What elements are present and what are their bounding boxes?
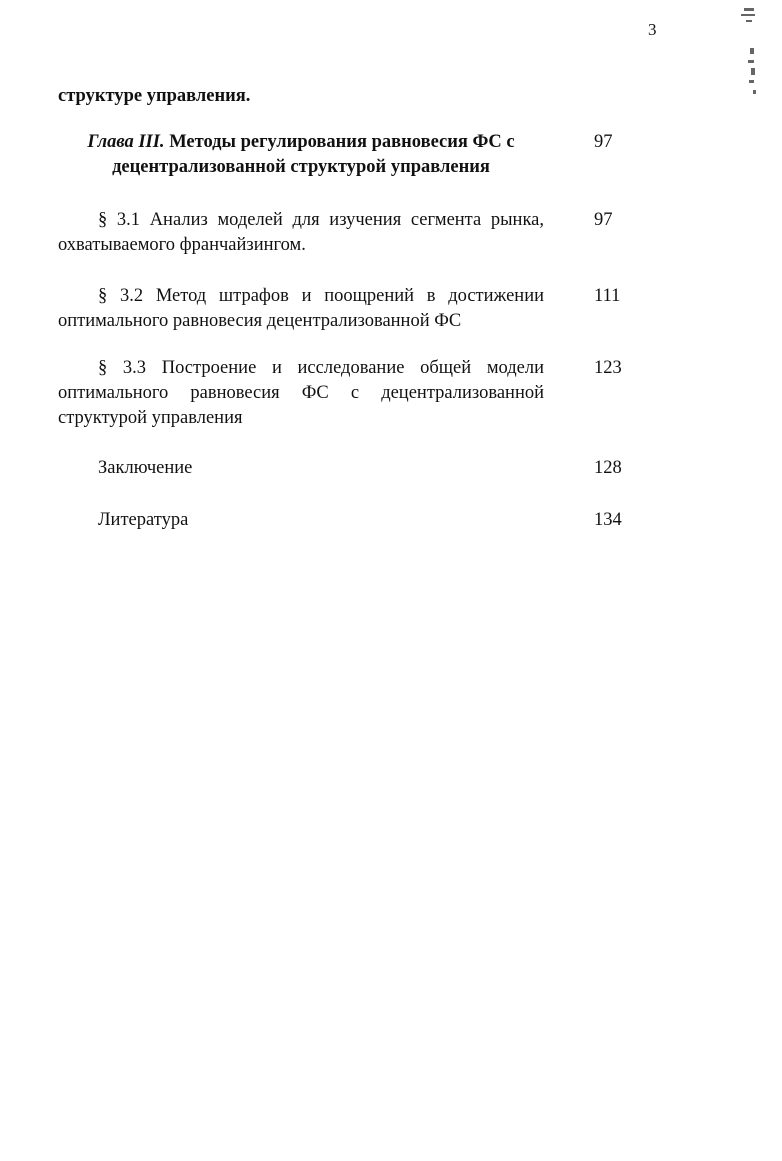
toc-entry-page: 111 bbox=[594, 286, 621, 306]
continuation-text: структуре управления. bbox=[58, 86, 251, 106]
chapter-label: Глава III. bbox=[87, 132, 165, 152]
bibliography-page: 134 bbox=[594, 510, 622, 530]
toc-bibliography: Литература bbox=[98, 510, 189, 530]
toc-entry-text: § 3.3 Построение и исследование общей модели оптимального равновесия ФС с децентрализованной структурой управления bbox=[58, 358, 544, 428]
toc-entry-3-3 bbox=[58, 356, 544, 431]
toc-entry-3-2 bbox=[58, 284, 544, 334]
toc-entry-page: 123 bbox=[594, 358, 622, 378]
page-number: 3 bbox=[648, 20, 657, 39]
chapter-page: 97 bbox=[594, 132, 613, 152]
toc-entry-3-1 bbox=[58, 208, 544, 258]
toc-conclusion: Заключение bbox=[98, 458, 193, 478]
conclusion-page: 128 bbox=[594, 458, 622, 478]
toc-entry-text: § 3.2 Метод штрафов и поощрений в достижении оптимального равновесия децентрализованной ФС bbox=[58, 286, 544, 331]
toc-entry-text: § 3.1 Анализ моделей для изучения сегмента рынка, охватываемого франчайзингом. bbox=[58, 210, 544, 255]
toc-entry-page: 97 bbox=[594, 210, 613, 230]
scan-artifact bbox=[738, 4, 760, 104]
chapter-title bbox=[58, 130, 544, 180]
chapter-title-text: Методы регулирования равновесия ФС с децентрализованной структурой управления bbox=[112, 132, 515, 177]
